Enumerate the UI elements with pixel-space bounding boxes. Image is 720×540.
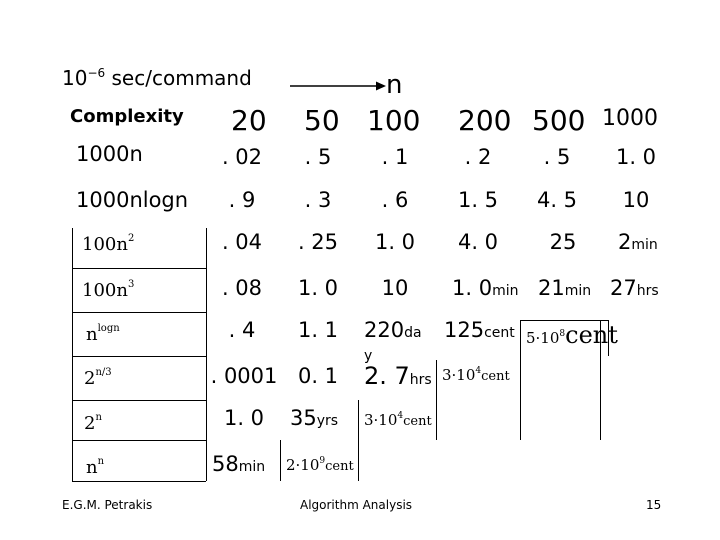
table-cell: . 4 xyxy=(228,318,256,342)
n-value-50: 50 xyxy=(304,104,340,137)
table-cell: 25 xyxy=(549,230,577,254)
cell-unit-wrap: y xyxy=(364,348,373,364)
table-cell xyxy=(618,230,658,254)
row-label-exponent: n xyxy=(95,412,102,423)
cell-unit: cent xyxy=(565,321,618,349)
cell-value: 21 xyxy=(538,276,565,300)
grid-col-divider xyxy=(280,440,281,481)
table-cell xyxy=(364,318,422,342)
table-cell: . 04 xyxy=(221,230,263,254)
cell-unit: da xyxy=(404,325,422,341)
cell-unit: cent xyxy=(403,414,432,429)
table-cell: 10 xyxy=(622,188,650,212)
grid-label-divider xyxy=(206,228,207,481)
cell-unit: yrs xyxy=(316,413,339,429)
cell-unit: min xyxy=(492,283,519,299)
cell-value: 125 xyxy=(444,318,485,342)
cell-value: 3·10 xyxy=(442,366,476,384)
cell-unit: cent xyxy=(325,459,354,474)
table-cell: 4. 5 xyxy=(536,188,578,212)
table-cell: 4. 0 xyxy=(457,230,499,254)
row-label-exponent: 3 xyxy=(127,279,135,290)
cell-exponent: 8 xyxy=(559,329,566,339)
table-cell: 1. 0 xyxy=(297,276,339,300)
row-label-base: n xyxy=(86,324,98,345)
row-label-exponent: n xyxy=(97,456,105,467)
grid-col-divider xyxy=(358,400,359,481)
unit-base: 10 xyxy=(62,66,88,90)
cell-unit: hrs xyxy=(636,283,659,299)
cell-value: 35 xyxy=(290,406,317,430)
table-cell xyxy=(364,411,432,429)
grid-row-line xyxy=(72,481,206,482)
row-label-exponent: logn xyxy=(97,323,120,334)
table-cell: . 9 xyxy=(228,188,256,212)
cell-exponent: 9 xyxy=(319,456,326,466)
row-label-n-n xyxy=(86,456,104,478)
row-label-base: 2 xyxy=(84,368,96,389)
table-cell: 0. 1 xyxy=(297,364,339,388)
table-cell: . 25 xyxy=(297,230,339,254)
table-cell: 1. 0 xyxy=(223,406,265,430)
table-cell xyxy=(442,366,510,384)
footer-author: E.G.M. Petrakis xyxy=(62,498,153,512)
grid-row-line xyxy=(72,400,206,401)
right-arrow-icon xyxy=(290,80,386,92)
unit-exponent: −6 xyxy=(87,66,106,80)
unit-label xyxy=(62,66,252,90)
table-cell xyxy=(526,321,618,349)
cell-unit: min xyxy=(238,459,266,475)
grid-row-line xyxy=(72,440,206,441)
row-label-2-n-over-3 xyxy=(84,367,112,389)
row-label-exponent: n/3 xyxy=(95,367,112,378)
table-cell xyxy=(212,452,265,476)
table-cell xyxy=(610,276,659,300)
n-label: n xyxy=(386,70,403,100)
n-value-100: 100 xyxy=(367,104,421,137)
n-value-1000: 1000 xyxy=(602,106,658,131)
cell-unit: cent xyxy=(484,325,515,341)
cell-unit: min xyxy=(631,237,658,253)
row-label-100n-squared xyxy=(82,233,134,255)
row-label-n-logn xyxy=(86,323,120,345)
grid-col-divider xyxy=(436,360,437,440)
table-cell xyxy=(538,276,591,300)
cell-value: 3·10 xyxy=(364,411,398,429)
cell-value: 220 xyxy=(364,318,405,342)
cell-exponent: 4 xyxy=(397,411,404,421)
row-label-base: 2 xyxy=(84,413,96,434)
table-cell: 10 xyxy=(381,276,409,300)
cell-value: 2. 7 xyxy=(364,362,410,390)
table-cell xyxy=(444,318,515,342)
row-label-base: 100n xyxy=(82,280,128,301)
row-label-1000nlogn: 1000nlogn xyxy=(76,188,189,212)
row-label-base: n xyxy=(86,457,98,478)
table-cell: 1. 5 xyxy=(457,188,499,212)
cell-value: 1. 0 xyxy=(452,276,493,300)
table-cell: . 6 xyxy=(381,188,409,212)
grid-row-line xyxy=(72,356,206,357)
table-cell: . 2 xyxy=(464,145,492,169)
cell-value: 2 xyxy=(618,230,632,254)
row-label-1000n: 1000n xyxy=(76,142,143,166)
unit-text: sec/command xyxy=(105,66,252,90)
table-cell: . 5 xyxy=(304,145,332,169)
grid-row-line xyxy=(72,268,206,269)
table-cell xyxy=(286,456,354,474)
table-cell: 1. 1 xyxy=(297,318,339,342)
grid-row-line xyxy=(72,312,206,313)
row-label-base: 100n xyxy=(82,234,128,255)
complexity-label: Complexity xyxy=(70,106,184,127)
row-label-2-n xyxy=(84,412,102,434)
table-cell xyxy=(452,276,518,300)
table-cell: . 0001 xyxy=(210,364,278,388)
table-cell xyxy=(290,406,338,430)
footer-title: Algorithm Analysis xyxy=(300,498,413,512)
cell-value: 2·10 xyxy=(286,456,320,474)
table-cell: . 3 xyxy=(304,188,332,212)
table-cell: . 08 xyxy=(221,276,263,300)
cell-unit: min xyxy=(564,283,592,299)
table-cell: 1. 0 xyxy=(374,230,416,254)
page-number: 15 xyxy=(646,498,662,512)
cell-unit: hrs xyxy=(409,372,432,388)
n-value-200: 200 xyxy=(458,104,512,137)
table-cell: . 02 xyxy=(221,145,263,169)
table-cell: 1. 0 xyxy=(615,145,657,169)
grid-col-divider xyxy=(520,320,521,440)
cell-value: 58 xyxy=(212,452,239,476)
n-value-500: 500 xyxy=(532,104,586,137)
cell-unit: cent xyxy=(481,369,510,384)
grid-left-border xyxy=(72,228,73,481)
row-label-exponent: 2 xyxy=(127,233,135,244)
table-cell: . 1 xyxy=(381,145,409,169)
cell-value: 5·10 xyxy=(526,329,560,347)
cell-value: 27 xyxy=(610,276,637,300)
table-cell: . 5 xyxy=(543,145,571,169)
row-label-100n-cubed xyxy=(82,279,134,301)
n-value-20: 20 xyxy=(231,104,267,137)
table-cell xyxy=(364,362,432,390)
cell-exponent: 4 xyxy=(475,366,482,376)
